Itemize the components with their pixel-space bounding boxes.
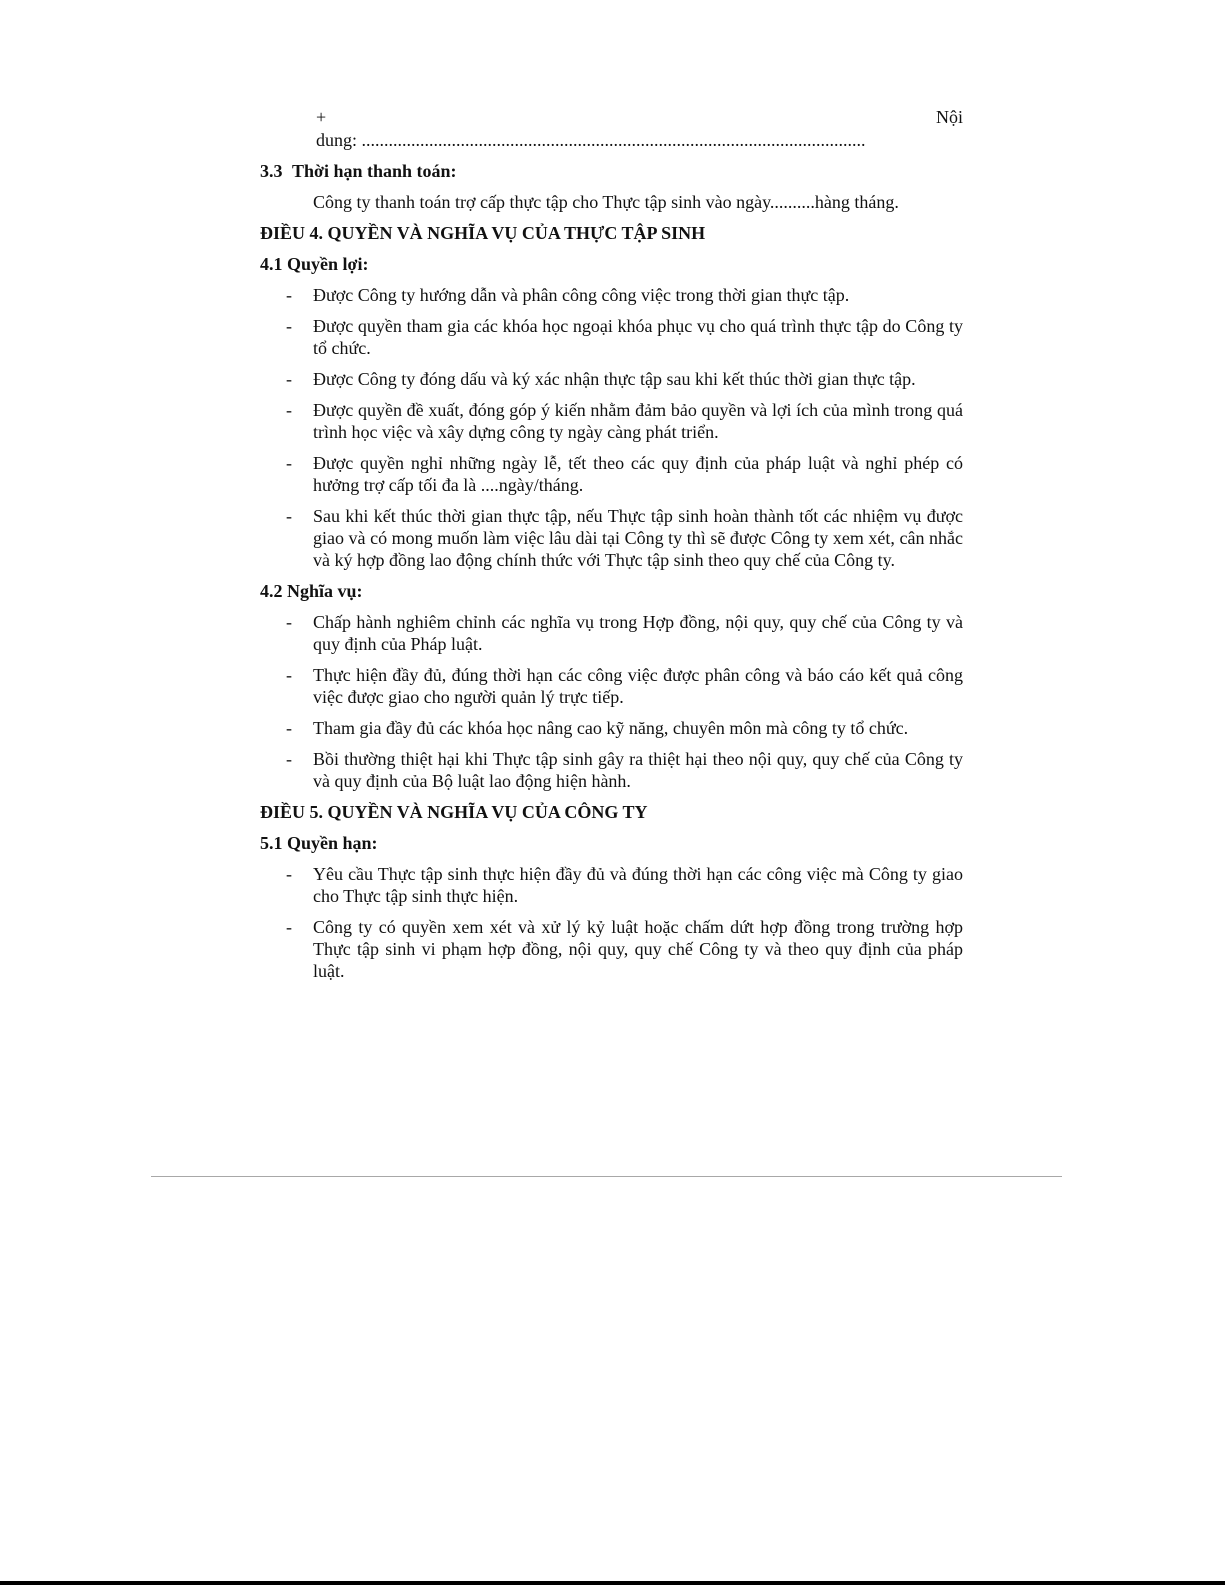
- noi-label: Nội: [936, 107, 963, 127]
- plus-marker: +: [316, 107, 327, 127]
- list-item-text: Được Công ty hướng dẫn và phân công công việc trong thời gian thực tập.: [313, 285, 850, 305]
- list-item-text: Tham gia đầy đủ các khóa học nâng cao kỹ năng, chuyên môn mà công ty tổ chức.: [313, 718, 909, 738]
- list-item-text: Được quyền tham gia các khóa học ngoại khóa phục vụ cho quá trình thực tập do Công ty tổ chức.: [313, 316, 963, 358]
- section-3-3-heading: [260, 160, 963, 182]
- section-number: 3.3: [260, 161, 283, 181]
- article-4-heading: ĐIỀU 4. QUYỀN VÀ NGHĨA VỤ CỦA THỰC TẬP SINH: [260, 223, 706, 243]
- payment-term-text: Công ty thanh toán trợ cấp thực tập cho Thực tập sinh vào ngày..........hàng tháng.: [313, 192, 899, 212]
- company-powers-list: [260, 863, 963, 982]
- list-item: [260, 717, 963, 739]
- list-item: [260, 368, 963, 390]
- content-fill-line: dung: ................................................................................................................: [316, 130, 866, 150]
- list-item-text: Yêu cầu Thực tập sinh thực hiện đầy đủ và đúng thời hạn các công việc mà Công ty giao cho Thực tập sinh thực hiện.: [313, 864, 963, 906]
- dash-marker: -: [286, 612, 292, 632]
- document-body: [260, 106, 963, 982]
- dash-marker: -: [286, 665, 292, 685]
- article-5-heading: ĐIỀU 5. QUYỀN VÀ NGHĨA VỤ CỦA CÔNG TY: [260, 802, 648, 822]
- list-item: [260, 284, 963, 306]
- list-item-text: Công ty có quyền xem xét và xử lý kỷ luật hoặc chấm dứt hợp đồng trong trường hợp Thực tập sinh vi phạm hợp đồng, nội quy, quy chế Công ty và theo quy định của pháp luật.: [313, 917, 963, 981]
- dash-marker: -: [286, 285, 292, 305]
- dash-marker: -: [286, 400, 292, 420]
- dash-marker: -: [286, 506, 292, 526]
- list-item-text: Chấp hành nghiêm chỉnh các nghĩa vụ trong Hợp đồng, nội quy, quy chế của Công ty và quy định của Pháp luật.: [313, 612, 963, 654]
- list-item-text: Được quyền nghỉ những ngày lễ, tết theo các quy định của pháp luật và nghỉ phép có hưởng trợ cấp tối đa là ....ngày/tháng.: [313, 453, 963, 495]
- list-item: [260, 611, 963, 655]
- dash-marker: -: [286, 718, 292, 738]
- list-item-text: Thực hiện đầy đủ, đúng thời hạn các công việc được phân công và báo cáo kết quả công việc được giao cho người quản lý trực tiếp.: [313, 665, 963, 707]
- list-item-text: Được Công ty đóng dấu và ký xác nhận thực tập sau khi kết thúc thời gian thực tập.: [313, 369, 916, 389]
- section-4-1-heading: 4.1 Quyền lợi:: [260, 254, 369, 274]
- dash-marker: -: [286, 864, 292, 884]
- list-item: [260, 748, 963, 792]
- dash-marker: -: [286, 749, 292, 769]
- content-line: [260, 106, 963, 128]
- section-5-1-heading: 5.1 Quyền hạn:: [260, 833, 378, 853]
- bottom-edge-bar: [0, 1581, 1225, 1585]
- list-item: [260, 664, 963, 708]
- dash-marker: -: [286, 453, 292, 473]
- dash-marker: -: [286, 316, 292, 336]
- page-separator: [151, 1176, 1062, 1177]
- list-item: [260, 863, 963, 907]
- dash-marker: -: [286, 917, 292, 937]
- list-item-text: Bồi thường thiệt hại khi Thực tập sinh gây ra thiệt hại theo nội quy, quy chế của Công ty và quy định của Bộ luật lao động hiện hành.: [313, 749, 963, 791]
- section-title: Thời hạn thanh toán:: [292, 161, 457, 181]
- list-item: [260, 505, 963, 571]
- list-item-text: Sau khi kết thúc thời gian thực tập, nếu Thực tập sinh hoàn thành tốt các nhiệm vụ được giao và có mong muốn làm việc lâu dài tại Công ty thì sẽ được Công ty xem xét, cân nhắc và ký hợp đồng lao động chính thức với Thực tập sinh theo quy chế của Công ty.: [313, 506, 963, 570]
- section-4-2-heading: 4.2 Nghĩa vụ:: [260, 581, 363, 601]
- list-item: [260, 399, 963, 443]
- obligations-list: [260, 611, 963, 792]
- list-item: [260, 452, 963, 496]
- dash-marker: -: [286, 369, 292, 389]
- rights-list: [260, 284, 963, 571]
- list-item-text: Được quyền đề xuất, đóng góp ý kiến nhằm đảm bảo quyền và lợi ích của mình trong quá trình học việc và xây dựng công ty ngày càng phát triển.: [313, 400, 963, 442]
- list-item: [260, 916, 963, 982]
- list-item: [260, 315, 963, 359]
